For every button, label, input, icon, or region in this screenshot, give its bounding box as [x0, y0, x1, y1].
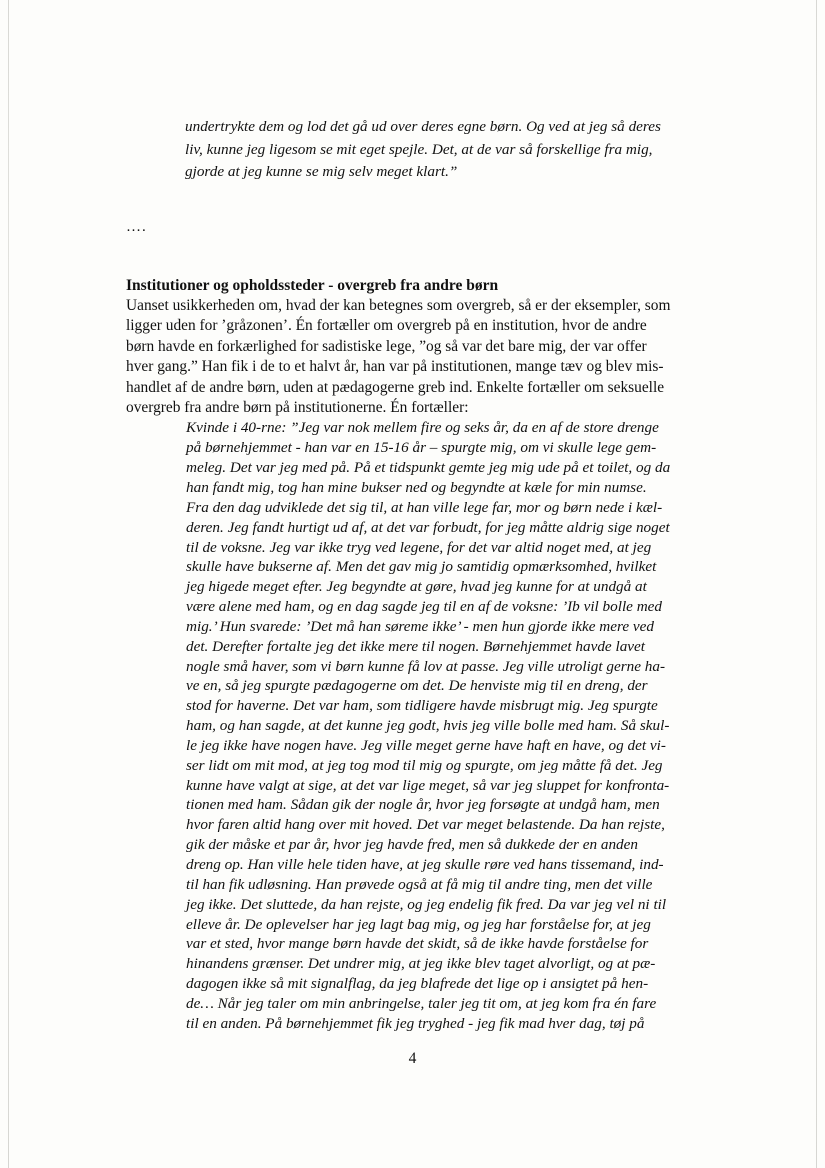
quote-line: kunne have valgt at sige, at det var lige meget, så var jeg sluppet for konfronta- [186, 776, 670, 794]
text-line: overgreb fra andre børn på institutionerne. Én fortæller: [126, 399, 469, 417]
quote-line: han fandt mig, tog han mine bukser ned og begyndte at kæle for min numse. [186, 478, 647, 496]
quote-line: tionen med ham. Sådan gik der nogle år, hvor jeg forsøgte at undgå ham, men [186, 796, 660, 814]
scan-edge-right [816, 0, 817, 1168]
quote-line: dagogen ikke så mit signalflag, da jeg blafrede det lige op i ansigtet på hen- [186, 975, 649, 993]
quote-line: jeg higede meget efter. Jeg begyndte at gøre, hvad jeg kunne for at undgå at [186, 578, 647, 596]
ellipsis: …. [126, 219, 147, 235]
scan-edge-left [8, 0, 9, 1168]
quote-line: undertrykte dem og lod det gå ud over deres egne børn. Og ved at jeg så deres [185, 118, 661, 135]
quote-line: ham, og han sagde, at det kunne jeg godt, hvis jeg ville bolle med ham. Så skul- [186, 717, 670, 735]
quote-line: dreng op. Han ville hele tiden have, at jeg skulle røre ved hans tissemand, ind- [186, 856, 664, 873]
quote-line: elleve år. De oplevelser har jeg lagt bag mig, og jeg har forståelse for, at jeg [186, 915, 651, 933]
quote-line: det. Derefter fortalte jeg det ikke mere til nogen. Børnehjemmet havde lavet [186, 637, 645, 655]
text-line: ligger uden for ’gråzonen’. Én fortæller om overgreb på en institution, hvor de andre [126, 317, 647, 335]
quote-line: være alene med ham, og en dag sagde jeg til en af de voksne: ’Ib vil bolle med [186, 598, 663, 616]
text-line: handlet af de andre børn, uden at pædagogerne greb ind. Enkelte fortæller om seksuelle [126, 378, 665, 396]
quote-line: på børnehjemmet - han var en 15-16 år – spurgte mig, om vi skulle lege gem- [186, 439, 657, 457]
quote-line: jeg ikke. Det sluttede, da han rejste, og jeg endelig fik fred. Da var jeg vel ni til [186, 895, 667, 913]
quote-line: Kvinde i 40-rne: ”Jeg var nok mellem fire og seks år, da en af de store drenge [186, 419, 659, 437]
block-quote [186, 418, 726, 1033]
section-institutioner [126, 276, 726, 1034]
quote-line: Fra den dag udviklede det sig til, at han ville lege far, mor og børn nede i kæl- [186, 498, 663, 516]
quote-line: nogle små haver, som vi børn kunne få lov at passe. Jeg ville utroligt gerne ha- [186, 657, 666, 675]
quote-line: til han fik udløsning. Han prøvede også at få mig til andre ting, men det ville [186, 875, 653, 893]
quote-line: deren. Jeg fandt hurtigt ud af, at det var forbudt, for jeg måtte aldrig sige noget [186, 518, 670, 536]
top-quote [185, 116, 725, 184]
quote-line: le jeg ikke have nogen have. Jeg ville meget gerne have haft en have, og det vi- [186, 736, 666, 754]
quote-line: til de voksne. Jeg var ikke tryg ved legene, for det var altid noget med, at jeg [186, 538, 652, 556]
quote-line: stod for haverne. Det var ham, som tidligere havde misbrugt mig. Jeg spurgte [186, 697, 658, 715]
quote-line: ve en, så jeg spurgte pædagogerne om det. De henviste mig til en dreng, der [186, 677, 648, 695]
quote-line: hinandens grænser. Det undrer mig, at jeg ikke blev taget alvorligt, og at pæ- [186, 955, 656, 973]
section-heading: Institutioner og opholdssteder - overgreb fra andre børn [126, 277, 499, 294]
quote-line: til en anden. På børnehjemmet fik jeg tryghed - jeg fik mad hver dag, tøj på [186, 1014, 645, 1032]
quote-line: skulle have bukserne af. Men det gav mig jo samtidig opmærksomhed, hvilket [186, 558, 657, 576]
quote-line: hvor faren altid hang over mit hoved. Det var meget belastende. Da han rejste, [186, 816, 665, 834]
quote-line: liv, kunne jeg ligesom se mit eget spejle. Det, at de var så forskellige fra mig, [185, 140, 653, 158]
intro-paragraph [126, 296, 726, 418]
quote-line: gik der måske et par år, hvor jeg havde fred, men så dukkede der en anden [186, 836, 638, 854]
quote-line: var et sted, hvor mange børn havde det skidt, så de ikke havde forståelse for [186, 935, 649, 953]
quote-line: gjorde at jeg kunne se mig selv meget klart.” [185, 163, 458, 180]
quote-line: meleg. Det var jeg med på. På et tidspunkt gemte jeg mig ude på et toilet, og da [186, 459, 671, 477]
page-number: 4 [408, 1050, 417, 1067]
text-line: hver gang.” Han fik i de to et halvt år, han var på institutionen, mange tæv og blev mis- [126, 358, 664, 376]
quote-line: ser lidt om mit mod, at jeg tog mod til mig og spurgte, om jeg måtte få det. Jeg [186, 756, 663, 774]
quote-line: mig.’ Hun svarede: ’Det må han søreme ikke’ - men hun gjorde ikke mere ved [186, 617, 654, 635]
text-line: børn havde en forkærlighed for sadistiske lege, ”og så var det bare mig, der var offer [126, 337, 647, 355]
text-line: Uanset usikkerheden om, hvad der kan betegnes som overgreb, så er der eksempler, som [126, 297, 671, 314]
quote-line: de… Når jeg taler om min anbringelse, taler jeg tit om, at jeg kom fra én fare [186, 994, 657, 1012]
